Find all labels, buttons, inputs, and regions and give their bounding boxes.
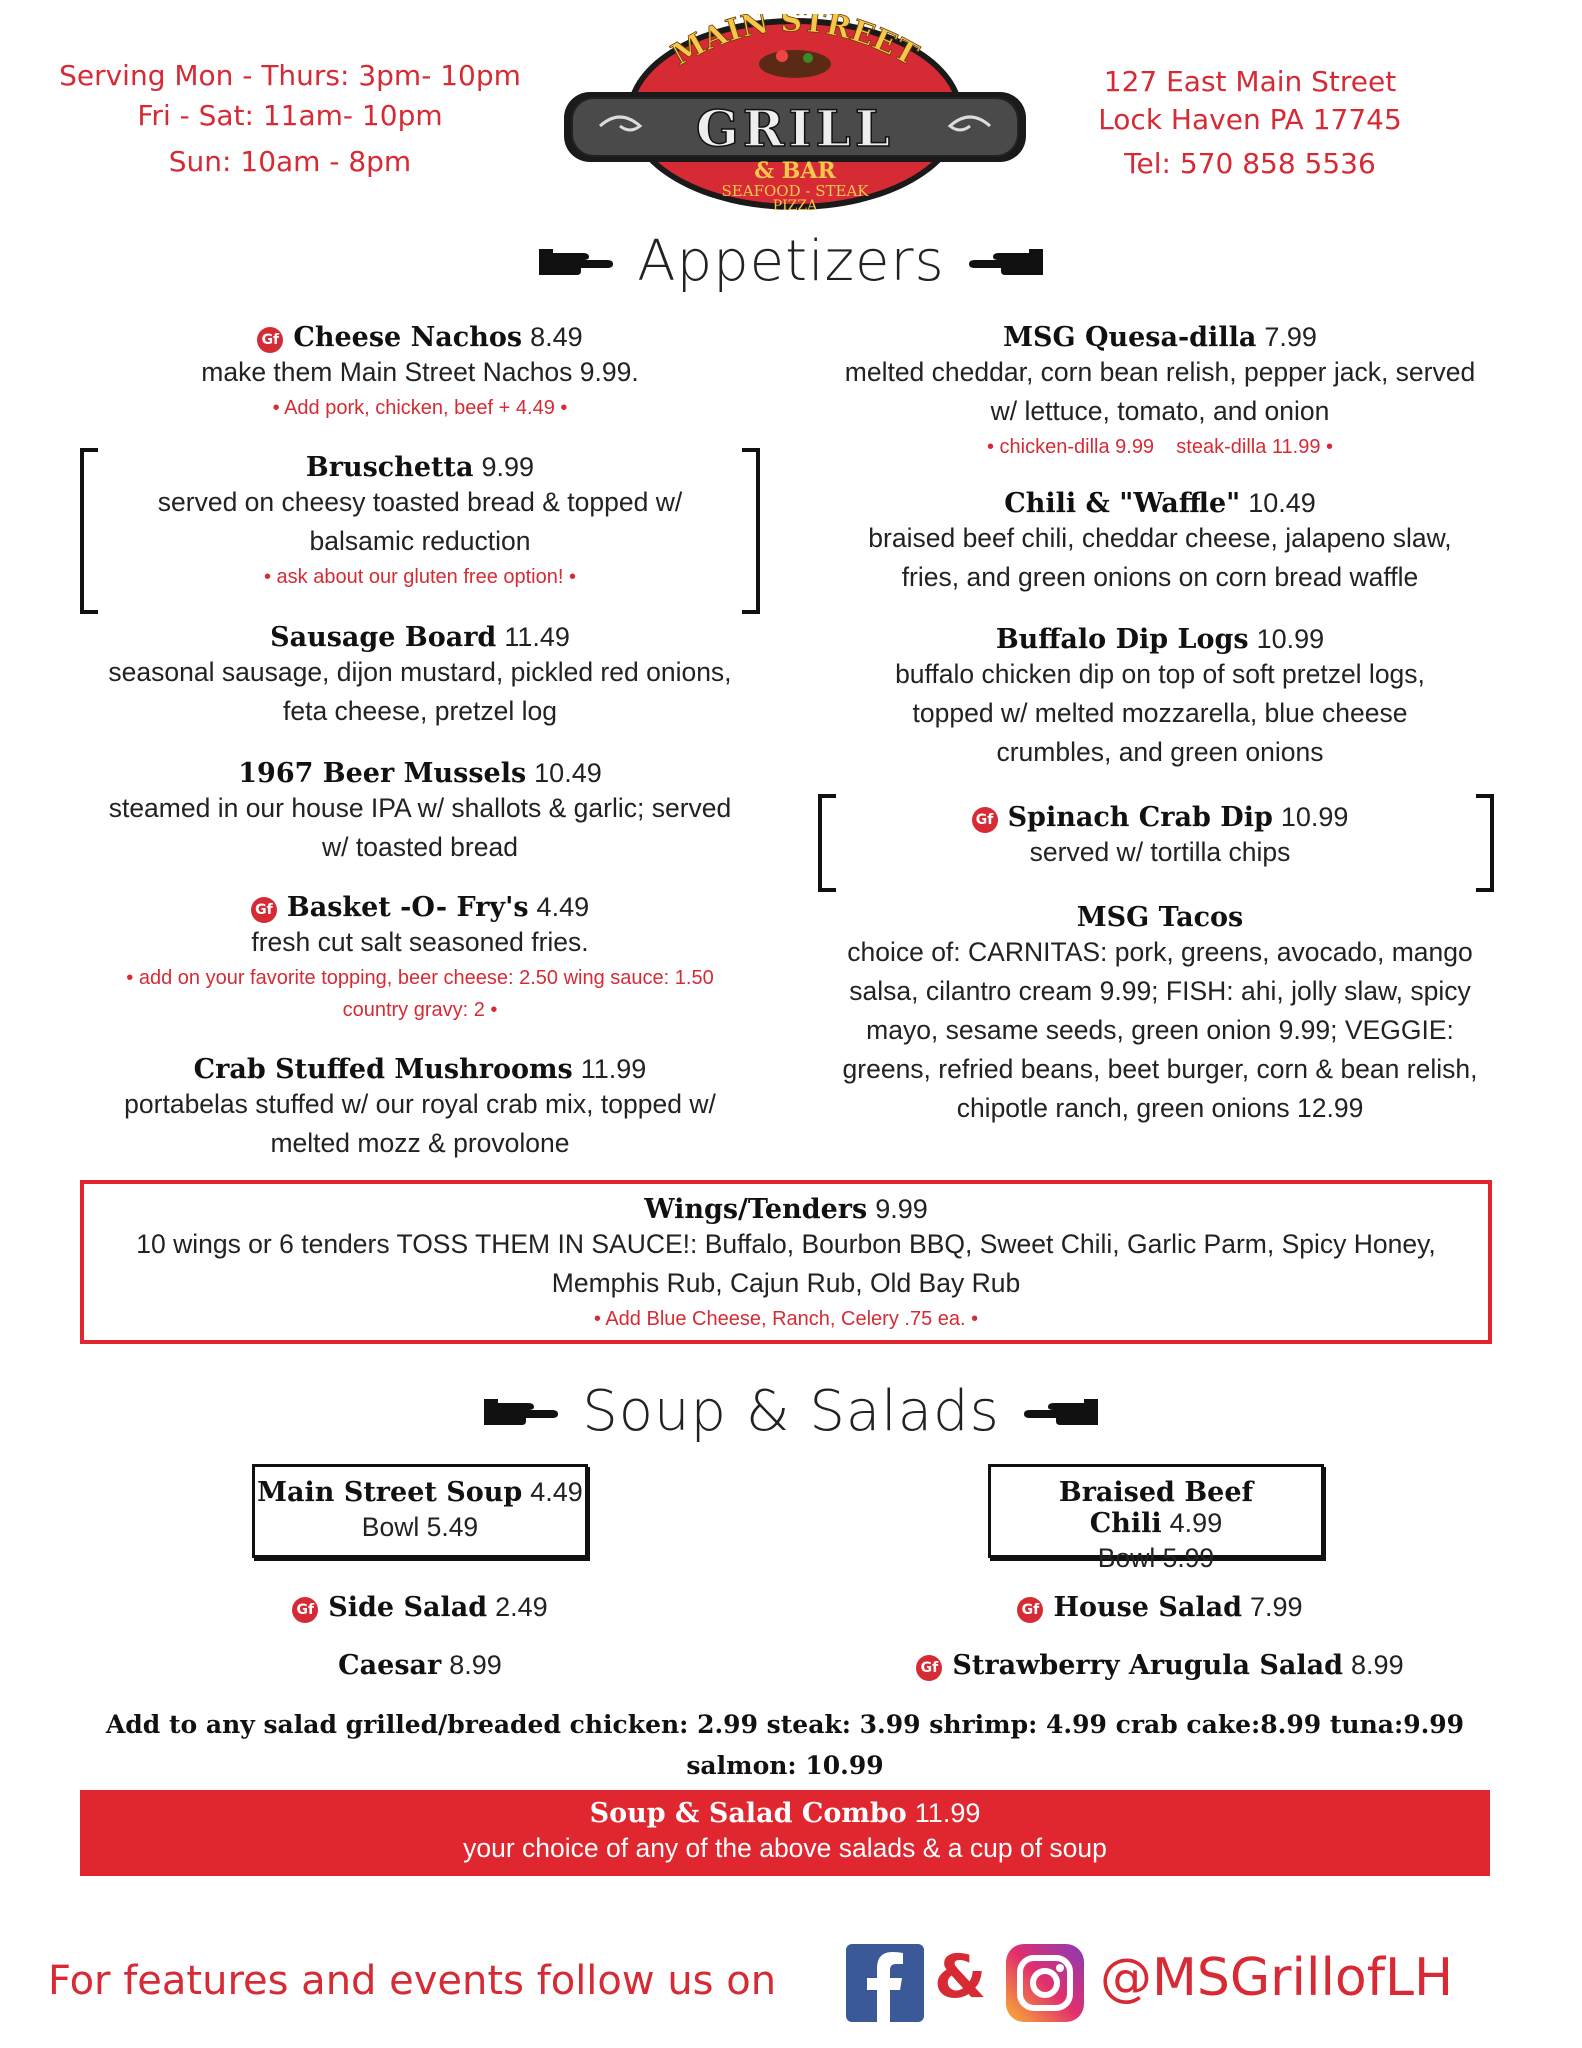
- add-ons-line-2: salmon: 10.99: [686, 1751, 884, 1780]
- item-price: 4.99: [1169, 1508, 1223, 1538]
- item-name: Wings/Tenders: [644, 1194, 868, 1225]
- item-name: Side Salad: [328, 1592, 488, 1623]
- item-description: served on cheesy toasted bread & topped w/ balsamic reduction: [157, 487, 683, 556]
- menu-item-crab-stuffed-mushrooms: [80, 1054, 760, 1163]
- item-name: Chili & "Waffle": [1004, 488, 1241, 519]
- braised-beef-chili-box: [988, 1464, 1324, 1573]
- social-handle[interactable]: @MSGrillofLH: [1100, 1948, 1454, 2008]
- item-name: Buffalo Dip Logs: [995, 624, 1249, 655]
- hours-line-1: Serving Mon - Thurs: 3pm- 10pm: [59, 59, 521, 92]
- address-city: Lock Haven PA 17745: [1098, 103, 1402, 136]
- footer-text: For features and events follow us on: [48, 1958, 777, 2004]
- menu-item-bruschetta: [110, 452, 730, 593]
- menu-item-side-salad: [80, 1592, 760, 1623]
- menu-item-sausage-board: [80, 622, 760, 731]
- item-name: Bruschetta: [305, 452, 474, 483]
- logo-bar-text: & BAR: [754, 158, 836, 184]
- pointing-hand-right-icon: [535, 241, 615, 281]
- item-price: 11.99: [580, 1054, 647, 1084]
- instagram-icon[interactable]: [1006, 1944, 1084, 2022]
- item-price: 10.99: [1280, 802, 1349, 832]
- item-price: 4.49: [536, 892, 590, 922]
- item-name: Braised Beef Chili: [1058, 1477, 1254, 1539]
- menu-item-beer-mussels: [80, 758, 760, 867]
- item-name: Soup & Salad Combo: [589, 1798, 907, 1829]
- item-price: 10.49: [534, 758, 602, 788]
- item-description: choice of: CARNITAS: pork, greens, avocado, mango salsa, cilantro cream 9.99; FISH: ahi, jolly slaw, spicy mayo, sesame seeds, green onion 9.99; VEGGIE: greens, refried beans, beet burger, corn & bean relish, chipotle ranch, green onions 12.99: [842, 937, 1478, 1123]
- logo-sub2-text: PIZZA: [772, 198, 818, 214]
- appetizers-title-text: Appetizers: [637, 228, 945, 294]
- item-price: 4.49: [530, 1477, 583, 1507]
- item-name: Main Street Soup: [257, 1477, 523, 1508]
- menu-item-msg-tacos: [820, 902, 1500, 1128]
- item-price: 9.99: [875, 1194, 928, 1224]
- item-description: portabelas stuffed w/ our royal crab mix, topped w/ melted mozz & provolone: [124, 1089, 716, 1158]
- logo-sub1-text: SEAFOOD - STEAK: [721, 182, 869, 200]
- pointing-hand-right-icon: [480, 1391, 560, 1431]
- item-note: • add on your favorite topping, beer cheese: 2.50 wing sauce: 1.50 country gravy: 2 •: [126, 967, 714, 1021]
- item-name: Caesar: [338, 1650, 442, 1681]
- hours-block: [50, 56, 530, 182]
- soups-title: [0, 1376, 1582, 1446]
- item-name: MSG Tacos: [1076, 902, 1244, 933]
- item-note: • Add Blue Cheese, Ranch, Celery .75 ea. •: [593, 1308, 979, 1330]
- item-description: seasonal sausage, dijon mustard, pickled red onions, feta cheese, pretzel log: [108, 657, 732, 726]
- item-price: 10.49: [1248, 488, 1316, 518]
- item-name: Basket -O- Fry's: [286, 892, 529, 923]
- menu-item-house-salad: [820, 1592, 1500, 1623]
- pointing-hand-left-icon: [967, 241, 1047, 281]
- footer: [0, 1940, 1582, 2020]
- menu-item-cheese-nachos: [80, 322, 760, 424]
- logo-grill-text: GRILL: [696, 99, 894, 158]
- bracket-left: [80, 448, 98, 614]
- item-price: 7.99: [1264, 322, 1317, 352]
- address-phone: Tel: 570 858 5536: [1124, 147, 1376, 180]
- menu-item-caesar: [80, 1650, 760, 1681]
- footer-ampersand: &: [934, 1942, 987, 2012]
- gluten-free-icon: Gf: [257, 327, 283, 353]
- bracket-left: [818, 794, 836, 892]
- menu-item-chili-waffle: [820, 488, 1500, 597]
- add-ons-line-1: Add to any salad grilled/breaded chicken: 2.99 steak: 3.99 shrimp: 4.99 crab cake:8.99 tuna:9.99: [105, 1710, 1465, 1739]
- item-bowl-price: Bowl 5.99: [1097, 1543, 1215, 1573]
- item-price: 8.99: [1351, 1650, 1404, 1680]
- item-price: 8.49: [530, 322, 583, 352]
- item-description: make them Main Street Nachos 9.99.: [201, 357, 639, 387]
- item-description: served w/ tortilla chips: [1029, 837, 1291, 867]
- salad-add-ons: [80, 1704, 1490, 1786]
- gluten-free-icon: Gf: [1017, 1597, 1043, 1623]
- gluten-free-icon: Gf: [292, 1597, 318, 1623]
- item-price: 8.99: [449, 1650, 502, 1680]
- hours-line-3: Sun: 10am - 8pm: [168, 145, 412, 178]
- logo: [560, 14, 1030, 214]
- address-block: [1060, 62, 1440, 184]
- item-description: your choice of any of the above salads & a cup of soup: [463, 1833, 1107, 1863]
- gluten-free-icon: Gf: [916, 1655, 942, 1681]
- item-price: 9.99: [481, 452, 535, 482]
- item-name: Spinach Crab Dip: [1007, 802, 1273, 833]
- item-price: 10.99: [1256, 624, 1325, 654]
- menu-item-buffalo-dip-logs: [820, 624, 1500, 772]
- item-bowl-price: Bowl 5.49: [361, 1512, 479, 1542]
- item-description: buffalo chicken dip on top of soft pretzel logs, topped w/ melted mozzarella, blue cheese crumbles, and green onions: [895, 659, 1425, 767]
- item-description: fresh cut salt seasoned fries.: [251, 927, 589, 957]
- item-note: • chicken-dilla 9.99 steak-dilla 11.99 •: [986, 436, 1334, 458]
- item-name: Crab Stuffed Mushrooms: [193, 1054, 573, 1085]
- menu-item-strawberry-arugula: [820, 1650, 1500, 1681]
- hours-line-2: Fri - Sat: 11am- 10pm: [137, 99, 443, 132]
- appetizers-title: [0, 226, 1582, 296]
- menu-item-basket-o-frys: [80, 892, 760, 1026]
- item-name: House Salad: [1053, 1592, 1242, 1623]
- gluten-free-icon: Gf: [972, 807, 998, 833]
- item-description: 10 wings or 6 tenders TOSS THEM IN SAUCE!: Buffalo, Bourbon BBQ, Sweet Chili, Garlic Parm, Spicy Honey, Memphis Rub, Cajun Rub, Old Bay Rub: [136, 1229, 1436, 1298]
- main-street-soup-box: [252, 1464, 588, 1558]
- logo-arc-text: MAIN STREET: [665, 14, 924, 74]
- menu-item-spinach-crab-dip: [840, 802, 1480, 872]
- item-note: • Add pork, chicken, beef + 4.49 •: [272, 397, 568, 419]
- item-description: braised beef chili, cheddar cheese, jalapeno slaw, fries, and green onions on corn bread waffle: [868, 523, 1452, 592]
- item-name: Sausage Board: [270, 622, 497, 653]
- item-name: 1967 Beer Mussels: [238, 758, 527, 789]
- item-note: • ask about our gluten free option! •: [264, 566, 576, 588]
- wings-tenders-box: [80, 1180, 1492, 1344]
- item-name: Cheese Nachos: [293, 322, 523, 353]
- item-price: 11.99: [914, 1798, 981, 1828]
- soup-salad-combo-banner: [80, 1790, 1490, 1876]
- facebook-icon[interactable]: [846, 1944, 924, 2022]
- bracket-right: [742, 448, 760, 614]
- soups-title-text: Soup & Salads: [582, 1378, 1000, 1444]
- address-street: 127 East Main Street: [1103, 65, 1397, 98]
- pointing-hand-left-icon: [1022, 1391, 1102, 1431]
- menu-item-quesadilla: [820, 322, 1500, 463]
- item-description: melted cheddar, corn bean relish, pepper jack, served w/ lettuce, tomato, and onion: [844, 357, 1476, 426]
- item-description: steamed in our house IPA w/ shallots & garlic; served w/ toasted bread: [108, 793, 732, 862]
- item-price: 11.49: [504, 622, 570, 652]
- item-price: 2.49: [495, 1592, 548, 1622]
- item-name: Strawberry Arugula Salad: [952, 1650, 1344, 1681]
- item-name: MSG Quesa-dilla: [1003, 322, 1257, 353]
- gluten-free-icon: Gf: [251, 897, 277, 923]
- item-price: 7.99: [1250, 1592, 1303, 1622]
